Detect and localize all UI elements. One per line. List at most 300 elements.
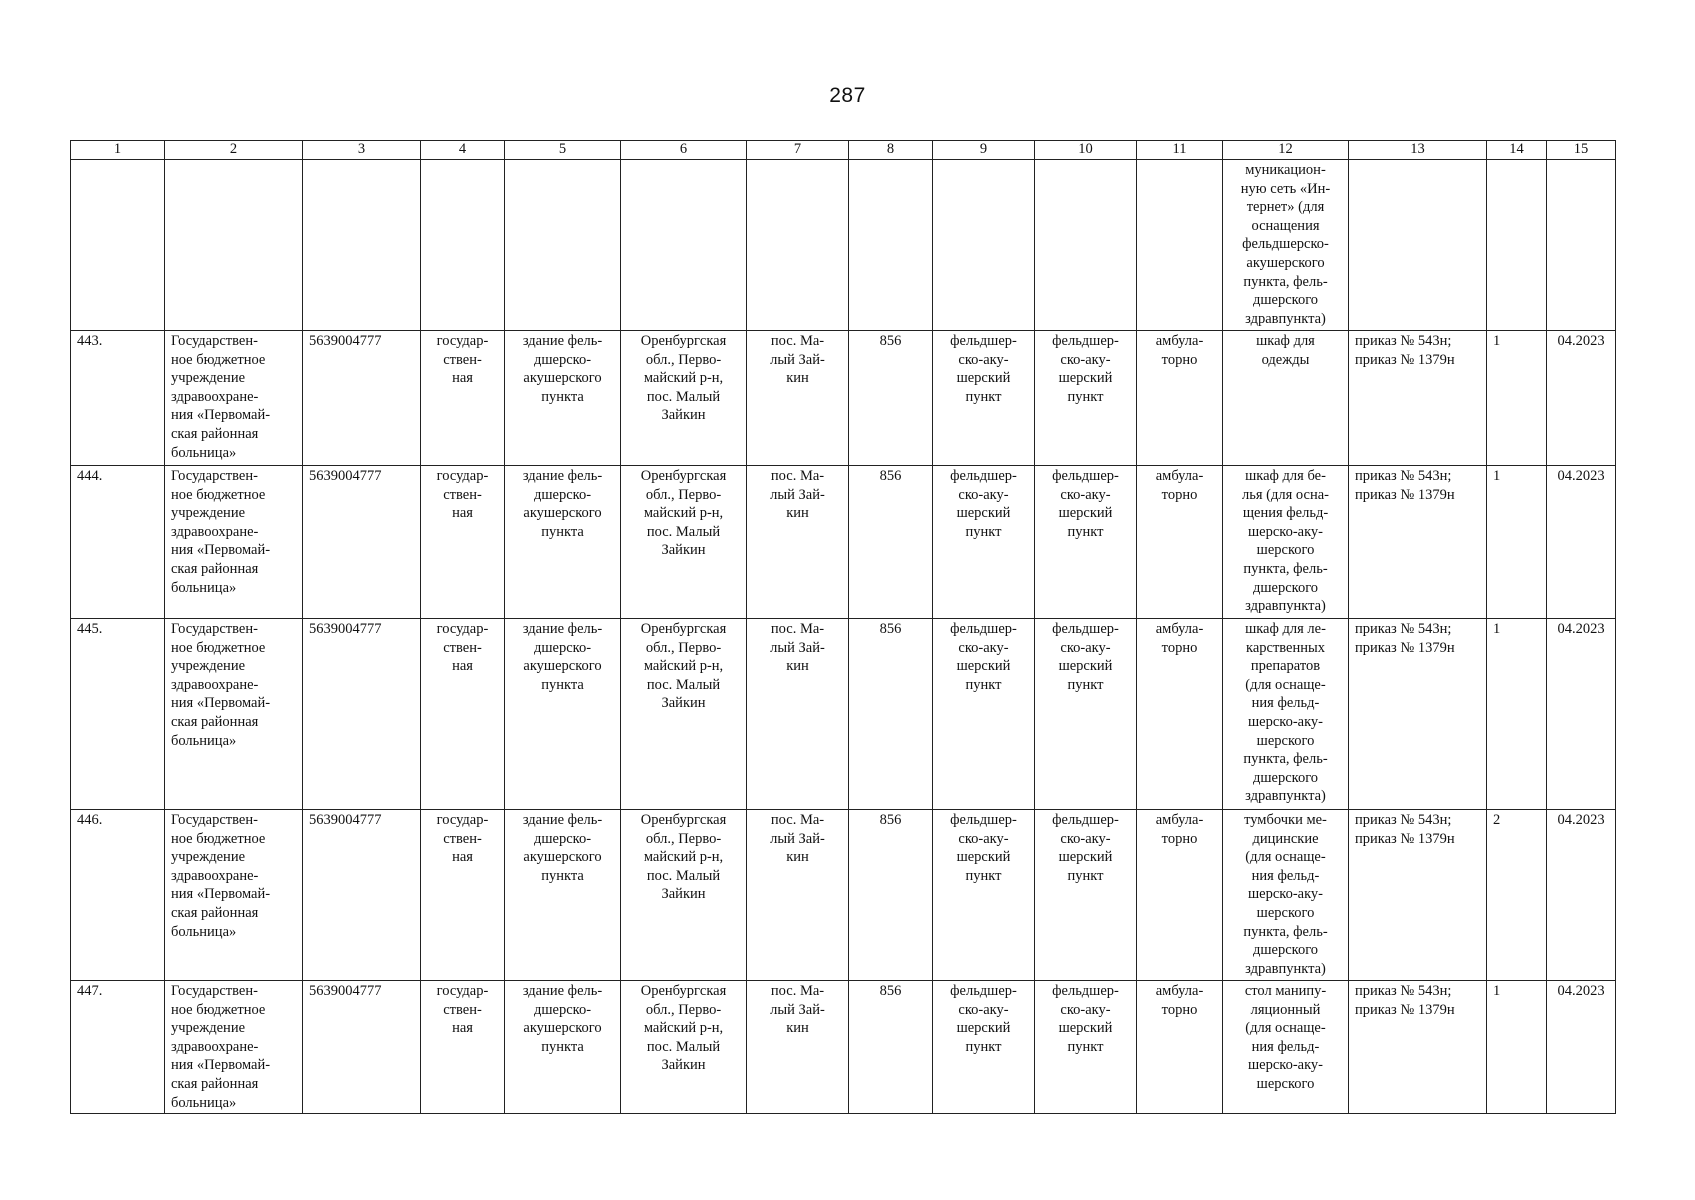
- cell-line: амбула-: [1155, 621, 1204, 637]
- facility-type-cell: [1035, 619, 1137, 810]
- cell-line: лый Зай-: [770, 1001, 825, 1018]
- orders-cell: [1349, 466, 1487, 619]
- cell-line: пос. Малый: [646, 523, 721, 540]
- cell-line: препаратов: [1250, 658, 1321, 675]
- cell-line: щения фельд-: [1242, 505, 1329, 522]
- settlement-cell: [747, 810, 849, 981]
- code-cell: 856: [849, 619, 933, 810]
- organization-cell: [165, 981, 303, 1114]
- cell-line: лый Зай-: [770, 639, 825, 656]
- cell: [621, 160, 747, 331]
- facility-type-cell: [933, 619, 1035, 810]
- building-cell: [505, 981, 621, 1114]
- column-header: 14: [1487, 141, 1547, 160]
- cell-line: майский р-н,: [643, 1020, 724, 1037]
- care-mode-cell: [1137, 981, 1223, 1114]
- cell-line: дшерского: [1252, 292, 1319, 309]
- cell-line: Зайкин: [661, 542, 706, 559]
- cell: [165, 160, 303, 331]
- cell-line: шерского: [1256, 732, 1315, 749]
- cell-line: пос. Малый: [646, 1038, 721, 1055]
- column-header: 4: [421, 141, 505, 160]
- cell-line: ствен-: [443, 486, 482, 503]
- cell-line: фельдшер-: [1052, 468, 1119, 484]
- cell-line: майский р-н,: [643, 370, 724, 387]
- cell: [303, 160, 421, 331]
- cell-line: ния «Первомай-: [171, 1057, 271, 1074]
- cell-line: ния «Первомай-: [171, 542, 271, 559]
- cell-line: ния фельд-: [1251, 867, 1320, 884]
- table-row: [71, 981, 1616, 1114]
- cell-line: учреждение: [171, 658, 246, 675]
- cell-line: акушерского: [523, 658, 602, 675]
- cell-line: приказ № 543н;: [1355, 983, 1452, 999]
- cell-line: фельдшерско-: [1242, 236, 1329, 253]
- row-number-cell: 444.: [71, 466, 165, 619]
- cell-line: торно: [1161, 1001, 1198, 1018]
- ownership-cell: [421, 331, 505, 466]
- cell-line: дшерско-: [533, 1001, 592, 1018]
- care-mode-cell: [1137, 331, 1223, 466]
- address-cell: [621, 981, 747, 1114]
- column-header: 10: [1035, 141, 1137, 160]
- item-cell: [1223, 981, 1349, 1114]
- cell-line: Оренбургская: [640, 983, 727, 999]
- cell-line: карственных: [1246, 639, 1325, 656]
- cell-line: ско-аку-: [1060, 1001, 1111, 1018]
- facility-type-cell: [933, 981, 1035, 1114]
- cell-line: Оренбургская: [640, 812, 727, 828]
- cell-line: ствен-: [443, 639, 482, 656]
- cell-line: больница»: [171, 444, 237, 461]
- cell-line: обл., Перво-: [645, 830, 722, 847]
- cell-line: ско-аку-: [958, 639, 1009, 656]
- cell-line: обл., Перво-: [645, 486, 722, 503]
- cell-line: лый Зай-: [770, 351, 825, 368]
- cell: [849, 160, 933, 331]
- cell-line: ния фельд-: [1251, 1038, 1320, 1055]
- cell-line: майский р-н,: [643, 849, 724, 866]
- cell-line: шерский: [956, 505, 1011, 522]
- cell-line: дшерско-: [533, 351, 592, 368]
- cell-line: ско-аку-: [1060, 830, 1111, 847]
- cell-line: шерско-аку-: [1247, 713, 1324, 730]
- cell-line: фельдшер-: [950, 333, 1017, 349]
- cell-line: пункт: [965, 388, 1002, 405]
- inn-cell: 5639004777: [303, 981, 421, 1114]
- date-cell: 04.2023: [1547, 331, 1616, 466]
- cell-line: пос. Малый: [646, 388, 721, 405]
- cell-line: пункт: [1067, 388, 1104, 405]
- care-mode-cell: [1137, 810, 1223, 981]
- cell-line: ния «Первомай-: [171, 695, 271, 712]
- cell-line: дшерско-: [533, 486, 592, 503]
- building-cell: [505, 331, 621, 466]
- cell: [421, 160, 505, 331]
- cell-line: фельдшер-: [1052, 812, 1119, 828]
- organization-cell: [165, 466, 303, 619]
- cell-line: ная: [452, 1020, 473, 1037]
- column-header: 5: [505, 141, 621, 160]
- cell-line: Оренбургская: [640, 468, 727, 484]
- cell-line: пункта: [541, 523, 584, 540]
- cell: [1487, 160, 1547, 331]
- care-mode-cell: [1137, 619, 1223, 810]
- cell-line: шерский: [1058, 370, 1113, 387]
- row-number-cell: 447.: [71, 981, 165, 1114]
- cell-line: (для оснаще-: [1245, 849, 1326, 866]
- building-cell: [505, 619, 621, 810]
- cell-line: дшерского: [1252, 579, 1319, 596]
- cell-line: ное бюджетное: [171, 486, 266, 503]
- quantity-cell: 1: [1487, 466, 1547, 619]
- cell-line: пункта: [541, 676, 584, 693]
- cell-line: ная: [452, 370, 473, 387]
- cell-line: здание фель-: [522, 468, 603, 484]
- cell-line: пункт: [1067, 676, 1104, 693]
- organization-cell: [165, 331, 303, 466]
- cell-line: больница»: [171, 923, 237, 940]
- facility-type-cell: [933, 810, 1035, 981]
- cell-line: здание фель-: [522, 621, 603, 637]
- date-cell: 04.2023: [1547, 810, 1616, 981]
- cell-line: тернет» (для: [1246, 199, 1325, 216]
- cell-line: шерский: [956, 1020, 1011, 1037]
- cell-line: шерского: [1256, 904, 1315, 921]
- cell-line: приказ № 543н;: [1355, 812, 1452, 828]
- row-number-cell: 445.: [71, 619, 165, 810]
- cell-line: пос. Ма-: [770, 621, 825, 637]
- cell-line: приказ № 1379н: [1355, 1001, 1455, 1018]
- cell-line: фельдшер-: [950, 468, 1017, 484]
- date-cell: 04.2023: [1547, 466, 1616, 619]
- orders-cell: [1349, 981, 1487, 1114]
- cell-line: фельдшер-: [1052, 333, 1119, 349]
- cell-line: обл., Перво-: [645, 639, 722, 656]
- column-header: 7: [747, 141, 849, 160]
- cell-line: тумбочки ме-: [1244, 812, 1327, 828]
- cell-line: дшерского: [1252, 769, 1319, 786]
- cell-line: лый Зай-: [770, 830, 825, 847]
- cell-line: учреждение: [171, 1020, 246, 1037]
- cell-line: акушерского: [523, 1020, 602, 1037]
- cell-line: приказ № 1379н: [1355, 351, 1455, 368]
- cell-line: амбула-: [1155, 468, 1204, 484]
- cell-line: шерский: [1058, 505, 1113, 522]
- column-header: 2: [165, 141, 303, 160]
- cell-line: учреждение: [171, 849, 246, 866]
- column-header: 3: [303, 141, 421, 160]
- settlement-cell: [747, 981, 849, 1114]
- address-cell: [621, 619, 747, 810]
- cell-line: здравоохране-: [171, 388, 259, 405]
- cell-line: пункт: [965, 1038, 1002, 1055]
- cell-line: Государствен-: [171, 621, 258, 637]
- cell-line: ное бюджетное: [171, 639, 266, 656]
- cell-line: шкаф для: [1256, 333, 1315, 349]
- cell-line: пункта, фель-: [1243, 560, 1328, 577]
- cell-line: лья (для осна-: [1242, 486, 1329, 503]
- cell-line: здравпункта): [1245, 788, 1326, 805]
- item-cell: [1223, 619, 1349, 810]
- cell-line: фельдшер-: [950, 983, 1017, 999]
- cell-line: Государствен-: [171, 983, 258, 999]
- quantity-cell: 1: [1487, 331, 1547, 466]
- cell-line: ско-аку-: [958, 486, 1009, 503]
- cell: [747, 160, 849, 331]
- cell-line: государ-: [436, 333, 489, 349]
- cell-line: ская районная: [171, 904, 259, 921]
- cell-line: майский р-н,: [643, 658, 724, 675]
- cell-line: здание фель-: [522, 983, 603, 999]
- cell-line: фельдшер-: [950, 812, 1017, 828]
- cell-line: Оренбургская: [640, 333, 727, 349]
- cell-line: приказ № 1379н: [1355, 830, 1455, 847]
- cell-line: пункт: [1067, 523, 1104, 540]
- facility-type-cell: [1035, 331, 1137, 466]
- code-cell: 856: [849, 810, 933, 981]
- cell-line: ное бюджетное: [171, 351, 266, 368]
- quantity-cell: 1: [1487, 981, 1547, 1114]
- cell-line: пункта: [541, 388, 584, 405]
- cell-line: Зайкин: [661, 886, 706, 903]
- cell-line: муникацион-: [1245, 162, 1326, 178]
- cell-line: здравоохране-: [171, 867, 259, 884]
- code-cell: 856: [849, 981, 933, 1114]
- facility-type-cell: [933, 466, 1035, 619]
- column-header: 11: [1137, 141, 1223, 160]
- cell-line: майский р-н,: [643, 505, 724, 522]
- column-number-row: [71, 141, 1616, 160]
- cell-line: торно: [1161, 351, 1198, 368]
- building-cell: [505, 810, 621, 981]
- quantity-cell: 2: [1487, 810, 1547, 981]
- cell-line: торно: [1161, 639, 1198, 656]
- cell-line: больница»: [171, 732, 237, 749]
- item-cell: [1223, 810, 1349, 981]
- table-row: [71, 810, 1616, 981]
- cell-line: ская районная: [171, 425, 259, 442]
- cell-line: шерский: [1058, 849, 1113, 866]
- cell-line: фельдшер-: [1052, 621, 1119, 637]
- cell-line: ная: [452, 505, 473, 522]
- ownership-cell: [421, 466, 505, 619]
- cell-line: пункт: [965, 676, 1002, 693]
- cell-line: учреждение: [171, 505, 246, 522]
- cell-line: кин: [786, 370, 809, 387]
- cell-line: пос. Ма-: [770, 983, 825, 999]
- column-header: 9: [933, 141, 1035, 160]
- cell-line: государ-: [436, 812, 489, 828]
- inn-cell: 5639004777: [303, 331, 421, 466]
- code-cell: 856: [849, 466, 933, 619]
- cell-line: шерский: [956, 849, 1011, 866]
- organization-cell: [165, 619, 303, 810]
- page-number: 287: [829, 84, 866, 107]
- cell-line: ния «Первомай-: [171, 407, 271, 424]
- row-number-cell: 446.: [71, 810, 165, 981]
- cell-line: лый Зай-: [770, 486, 825, 503]
- cell-line: ско-аку-: [1060, 639, 1111, 656]
- cell-line: приказ № 543н;: [1355, 621, 1452, 637]
- settlement-cell: [747, 331, 849, 466]
- building-cell: [505, 466, 621, 619]
- cell-line: амбула-: [1155, 812, 1204, 828]
- cell-line: шерско-аку-: [1247, 523, 1324, 540]
- cell-line: пункт: [965, 523, 1002, 540]
- facility-type-cell: [1035, 981, 1137, 1114]
- cell: [71, 160, 165, 331]
- cell-line: здравпункта): [1245, 960, 1326, 977]
- settlement-cell: [747, 466, 849, 619]
- cell-line: пункта, фель-: [1243, 751, 1328, 768]
- cell-line: пункт: [1067, 867, 1104, 884]
- continuation-row: [71, 160, 1616, 331]
- cell-line: шкаф для бе-: [1245, 468, 1326, 484]
- table-row: [71, 466, 1616, 619]
- cell-line: шкаф для ле-: [1245, 621, 1326, 637]
- cell-line: больница»: [171, 1094, 237, 1111]
- row-number-cell: 443.: [71, 331, 165, 466]
- cell-line: шерского: [1256, 1075, 1315, 1092]
- cell-line: пос. Ма-: [770, 333, 825, 349]
- cell-line: обл., Перво-: [645, 351, 722, 368]
- cell-line: здравоохране-: [171, 1038, 259, 1055]
- cell-line: здание фель-: [522, 812, 603, 828]
- facility-type-cell: [933, 331, 1035, 466]
- cell-line: дицинские: [1252, 830, 1319, 847]
- cell-line: ляционный: [1250, 1001, 1321, 1018]
- cell-line: акушерского: [1246, 254, 1325, 271]
- ownership-cell: [421, 981, 505, 1114]
- cell-line: пос. Малый: [646, 867, 721, 884]
- cell-line: пункта, фель-: [1243, 273, 1328, 290]
- date-cell: 04.2023: [1547, 619, 1616, 810]
- cell-line: пункт: [965, 867, 1002, 884]
- cell-line: дшерско-: [533, 830, 592, 847]
- cell-line: ская районная: [171, 713, 259, 730]
- cell: [1547, 160, 1616, 331]
- cell-line: ствен-: [443, 830, 482, 847]
- cell-line: Оренбургская: [640, 621, 727, 637]
- organization-cell: [165, 810, 303, 981]
- column-header: 12: [1223, 141, 1349, 160]
- quantity-cell: 1: [1487, 619, 1547, 810]
- cell-line: шерский: [956, 370, 1011, 387]
- cell-line: кин: [786, 505, 809, 522]
- cell-line: акушерского: [523, 370, 602, 387]
- cell-line: оснащения: [1251, 217, 1320, 234]
- item-cell: [1223, 466, 1349, 619]
- cell-line: шерского: [1256, 542, 1315, 559]
- cell: [1035, 160, 1137, 331]
- cell-line: кин: [786, 658, 809, 675]
- cell-line: фельдшер-: [1052, 983, 1119, 999]
- cell-line: кин: [786, 849, 809, 866]
- table-row: [71, 331, 1616, 466]
- cell-line: (для оснаще-: [1245, 676, 1326, 693]
- cell-line: фельдшер-: [950, 621, 1017, 637]
- cell-line: торно: [1161, 830, 1198, 847]
- cell-line: (для оснаще-: [1245, 1020, 1326, 1037]
- cell-line: Зайкин: [661, 1057, 706, 1074]
- cell-line: больница»: [171, 579, 237, 596]
- column-header: 13: [1349, 141, 1487, 160]
- item-cell: [1223, 160, 1349, 331]
- column-header: 8: [849, 141, 933, 160]
- settlement-cell: [747, 619, 849, 810]
- orders-cell: [1349, 810, 1487, 981]
- cell-line: ско-аку-: [1060, 486, 1111, 503]
- table-row: [71, 619, 1616, 810]
- cell-line: ско-аку-: [958, 830, 1009, 847]
- code-cell: 856: [849, 331, 933, 466]
- cell-line: шерский: [956, 658, 1011, 675]
- cell-line: приказ № 1379н: [1355, 486, 1455, 503]
- cell-line: здравпункта): [1245, 310, 1326, 327]
- cell-line: здравоохране-: [171, 676, 259, 693]
- cell-line: ско-аку-: [958, 351, 1009, 368]
- item-cell: [1223, 331, 1349, 466]
- cell-line: ствен-: [443, 351, 482, 368]
- cell: [933, 160, 1035, 331]
- cell-line: ния «Первомай-: [171, 886, 271, 903]
- cell-line: акушерского: [523, 849, 602, 866]
- column-header: 6: [621, 141, 747, 160]
- cell-line: стол манипу-: [1244, 983, 1327, 999]
- cell-line: учреждение: [171, 370, 246, 387]
- cell-line: ствен-: [443, 1001, 482, 1018]
- cell-line: государ-: [436, 621, 489, 637]
- cell-line: амбула-: [1155, 983, 1204, 999]
- cell-line: ская районная: [171, 1075, 259, 1092]
- cell-line: приказ № 1379н: [1355, 639, 1455, 656]
- date-cell: 04.2023: [1547, 981, 1616, 1114]
- facility-type-cell: [1035, 810, 1137, 981]
- cell-line: пункт: [1067, 1038, 1104, 1055]
- cell-line: Зайкин: [661, 407, 706, 424]
- address-cell: [621, 331, 747, 466]
- cell-line: ное бюджетное: [171, 830, 266, 847]
- cell-line: акушерского: [523, 505, 602, 522]
- column-header: 1: [71, 141, 165, 160]
- cell-line: шерско-аку-: [1247, 1057, 1324, 1074]
- cell-line: Государствен-: [171, 333, 258, 349]
- cell-line: государ-: [436, 468, 489, 484]
- inn-cell: 5639004777: [303, 619, 421, 810]
- cell-line: пос. Ма-: [770, 812, 825, 828]
- cell-line: приказ № 543н;: [1355, 468, 1452, 484]
- cell-line: пос. Малый: [646, 676, 721, 693]
- cell-line: государ-: [436, 983, 489, 999]
- cell-line: ная: [452, 658, 473, 675]
- cell-line: Государствен-: [171, 468, 258, 484]
- cell-line: ную сеть «Ин-: [1240, 180, 1331, 197]
- ownership-cell: [421, 619, 505, 810]
- cell-line: дшерского: [1252, 942, 1319, 959]
- cell-line: шерско-аку-: [1247, 886, 1324, 903]
- cell-line: здравпункта): [1245, 598, 1326, 615]
- cell-line: пункта, фель-: [1243, 923, 1328, 940]
- facility-type-cell: [1035, 466, 1137, 619]
- cell-line: здание фель-: [522, 333, 603, 349]
- column-header: 15: [1547, 141, 1616, 160]
- cell-line: дшерско-: [533, 639, 592, 656]
- cell-line: здравоохране-: [171, 523, 259, 540]
- cell-line: ско-аку-: [958, 1001, 1009, 1018]
- cell-line: амбула-: [1155, 333, 1204, 349]
- cell: [1137, 160, 1223, 331]
